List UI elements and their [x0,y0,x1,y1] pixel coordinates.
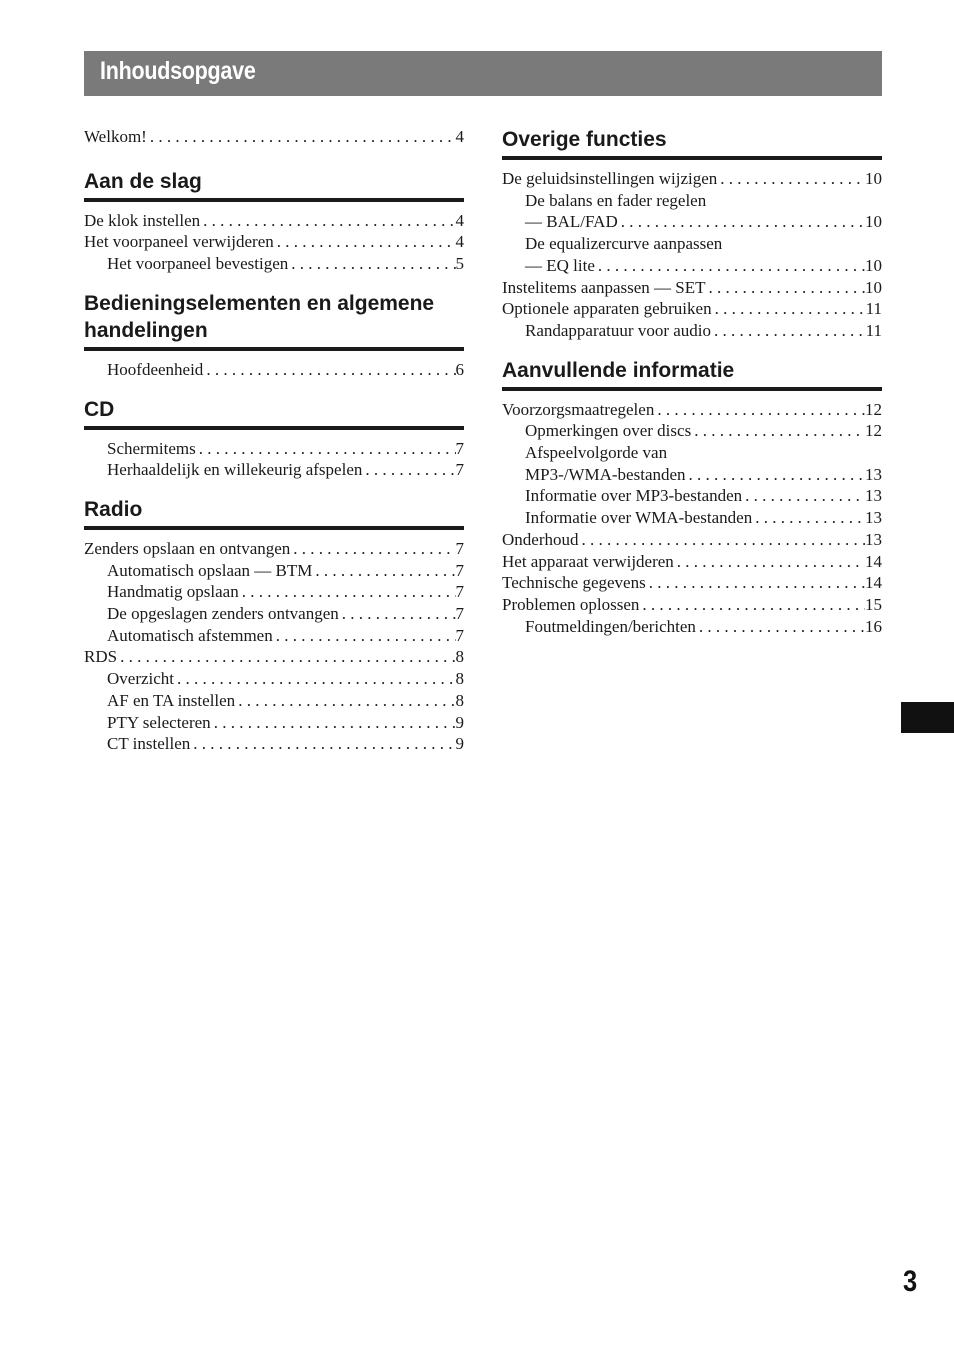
toc-entry-text: — BAL/FAD [525,212,618,232]
toc-entry-page: 13 [865,464,882,484]
toc-leader-dots [274,231,456,253]
toc-left-sections [84,168,464,770]
toc-entry-text: Opmerkingen over discs [525,421,692,441]
toc-entry-text: Automatisch opslaan — BTM [107,560,313,580]
toc-entry-page: 14 [865,573,882,593]
toc-entry-page: 7 [455,604,464,624]
toc-entry-page: 5 [455,254,464,274]
toc-entry[interactable] [84,560,464,582]
toc-entry-text: Informatie over WMA-bestanden [525,508,753,528]
toc-leader-dots [639,594,865,616]
toc-entry-text: Technische gegevens [502,573,646,593]
toc-entry-page: 11 [865,320,882,340]
toc-entry-page: 7 [455,538,464,558]
toc-entry-page: 7 [455,582,464,602]
toc-entry[interactable] [84,603,464,625]
toc-leader-dots [717,168,865,190]
toc-entry-text: Problemen oplossen [502,594,640,614]
toc-entry-page: 8 [455,647,464,667]
toc-entry[interactable] [84,438,464,460]
toc-leader-dots [312,560,455,582]
toc-entry-page: 4 [455,210,464,230]
toc-entry[interactable] [502,464,882,486]
toc-leader-dots [273,625,456,647]
toc-entry-text: PTY selecteren [107,712,211,732]
toc-section [84,168,464,290]
toc-entry[interactable] [502,594,882,616]
toc-entry-text: Automatisch afstemmen [107,625,273,645]
toc-entry-text: Overzicht [107,669,175,689]
toc-entry-page: 16 [865,616,882,636]
toc-entry-page: 13 [865,529,882,549]
toc-section [84,396,464,496]
toc-entry-page: 13 [865,508,882,528]
toc-leader-dots [211,712,456,734]
toc-entry[interactable] [84,538,464,560]
toc-section [502,357,882,653]
toc-leader-dots [706,277,866,299]
toc-entry[interactable] [502,298,882,320]
toc-entry[interactable] [502,616,882,638]
toc-leader-dots [339,603,456,625]
toc-leader-dots [239,581,456,603]
toc-entry[interactable] [84,646,464,668]
toc-entry-text: Hoofdeenheid [107,359,204,379]
toc-section [84,496,464,770]
toc-entry[interactable] [84,712,464,734]
toc-entry-page: 11 [865,299,882,319]
section-heading: Aan de slag [84,168,464,202]
toc-leader-dots [147,126,456,148]
toc-entry-page: 10 [865,255,882,275]
toc-entry-text: Het voorpaneel bevestigen [107,254,289,274]
toc-entry-text: De geluidsinstellingen wijzigen [502,169,718,188]
toc-section [502,126,882,357]
toc-entry[interactable] [84,690,464,712]
toc-entry[interactable] [502,572,882,594]
toc-entry-page: 8 [455,690,464,710]
toc-entry[interactable] [502,320,882,342]
toc-leader-dots [674,551,865,573]
toc-entry-text: Herhaaldelijk en willekeurig afspelen [107,460,363,480]
toc-entry[interactable] [502,551,882,573]
toc-entry-page: 7 [455,625,464,645]
toc-entry-text: Het apparaat verwijderen [502,551,674,571]
toc-entry-text: De klok instellen [84,210,201,230]
toc-leader-dots [686,464,865,486]
toc-entry-page: 10 [865,277,882,297]
toc-entry[interactable] [502,442,882,464]
toc-entry[interactable] [502,211,882,233]
toc-leader-dots [646,572,865,594]
toc-leader-dots [752,507,865,529]
toc-entry[interactable] [84,253,464,275]
toc-entry-text: Schermitems [107,438,196,458]
toc-entry-page: 12 [865,421,882,441]
toc-entry-page: 6 [455,359,464,379]
toc-leader-dots [203,359,455,381]
toc-left-column [84,126,464,770]
toc-leader-dots [117,646,455,668]
page-title: Inhoudsopgave [100,57,256,85]
toc-entry-text: Optionele apparaten gebruiken [502,299,712,319]
toc-leader-dots [711,320,866,342]
toc-entry[interactable] [84,210,464,232]
section-heading: Bedieningselementen en algemene handelingen [84,290,464,351]
toc-leader-dots [618,211,865,233]
toc-entry-page: 10 [865,169,882,188]
section-heading: Overige functies [502,126,882,160]
toc-leader-dots [691,420,865,442]
toc-leader-dots [712,298,866,320]
toc-entry-page: 13 [865,486,882,506]
toc-title-bar [84,51,882,96]
toc-entry-text: De opgeslagen zenders ontvangen [107,604,339,624]
toc-entry[interactable] [84,459,464,481]
toc-entry-text: De balans en fader regelen [525,190,707,210]
language-tab-marker [901,702,954,733]
toc-entry[interactable] [502,277,882,299]
toc-entry-text: Instelitems aanpassen — SET [502,277,706,297]
toc-leader-dots [235,690,455,712]
toc-entry-text: Het voorpaneel verwijderen [84,232,274,252]
toc-leader-dots [190,733,455,755]
toc-entry[interactable] [502,507,882,529]
toc-entry-text: MP3-/WMA-bestanden [525,464,686,484]
toc-entry-page: 15 [865,594,882,614]
toc-entry[interactable] [502,168,882,190]
toc-entry[interactable] [84,668,464,690]
toc-entry-text: De equalizercurve aanpassen [525,234,723,254]
toc-entry-text: Zenders opslaan en ontvangen [84,538,291,558]
toc-leader-dots [654,399,865,421]
toc-leader-dots [196,438,456,460]
toc-leader-dots [288,253,455,275]
toc-entry[interactable] [502,529,882,551]
toc-entry-text: Handmatig opslaan [107,582,239,602]
toc-leader-dots [200,210,455,232]
toc-entry-page: 4 [455,232,464,252]
toc-leader-dots [290,538,455,560]
toc-entry-text: AF en TA instellen [107,690,236,710]
toc-entry-page: 14 [865,551,882,571]
section-heading: CD [84,396,464,430]
toc-leader-dots [174,668,455,690]
toc-entry-text: Welkom! [84,127,147,146]
toc-entry-page: 12 [865,399,882,419]
toc-entry-page: 7 [455,438,464,458]
toc-entry-text: RDS [84,647,118,667]
toc-entry-welkom[interactable] [84,126,464,148]
toc-entry[interactable] [84,231,464,253]
toc-entry-page: 9 [455,712,464,732]
toc-entry[interactable] [502,233,882,255]
toc-entry-text: Onderhoud [502,529,579,549]
section-heading: Aanvullende informatie [502,357,882,391]
toc-entry[interactable] [502,485,882,507]
toc-entry-text: Randapparatuur voor audio [525,320,711,340]
toc-entry-text: Voorzorgsmaatregelen [502,399,655,419]
toc-entry-page: 4 [455,127,464,146]
page-number: 3 [903,1265,918,1298]
toc-leader-dots [362,459,455,481]
toc-entry[interactable] [502,255,882,277]
toc-entry-page: 9 [455,734,464,754]
toc-entry-page: 7 [455,460,464,480]
toc-entry[interactable] [84,625,464,647]
toc-leader-dots [742,485,865,507]
toc-entry-text: — EQ lite [525,255,595,275]
toc-entry-text: Afspeelvolgorde van [525,443,668,463]
toc-section [84,290,464,396]
toc-entry-text: Informatie over MP3-bestanden [525,486,743,506]
toc-right-column [502,126,882,652]
toc-entry[interactable] [84,581,464,603]
section-heading: Radio [84,496,464,530]
toc-entry-text: CT instellen [107,734,191,754]
toc-entry-page: 7 [455,560,464,580]
toc-entry-text: Foutmeldingen/berichten [525,616,696,636]
toc-leader-dots [595,255,865,277]
toc-entry[interactable] [502,190,882,212]
toc-entry-page: 10 [865,212,882,232]
toc-entry-page: 8 [455,669,464,689]
toc-entry[interactable] [502,399,882,421]
toc-right-sections [502,126,882,652]
toc-entry[interactable] [84,359,464,381]
toc-leader-dots [696,616,865,638]
toc-leader-dots [578,529,865,551]
toc-entry[interactable] [84,733,464,755]
toc-entry[interactable] [502,420,882,442]
